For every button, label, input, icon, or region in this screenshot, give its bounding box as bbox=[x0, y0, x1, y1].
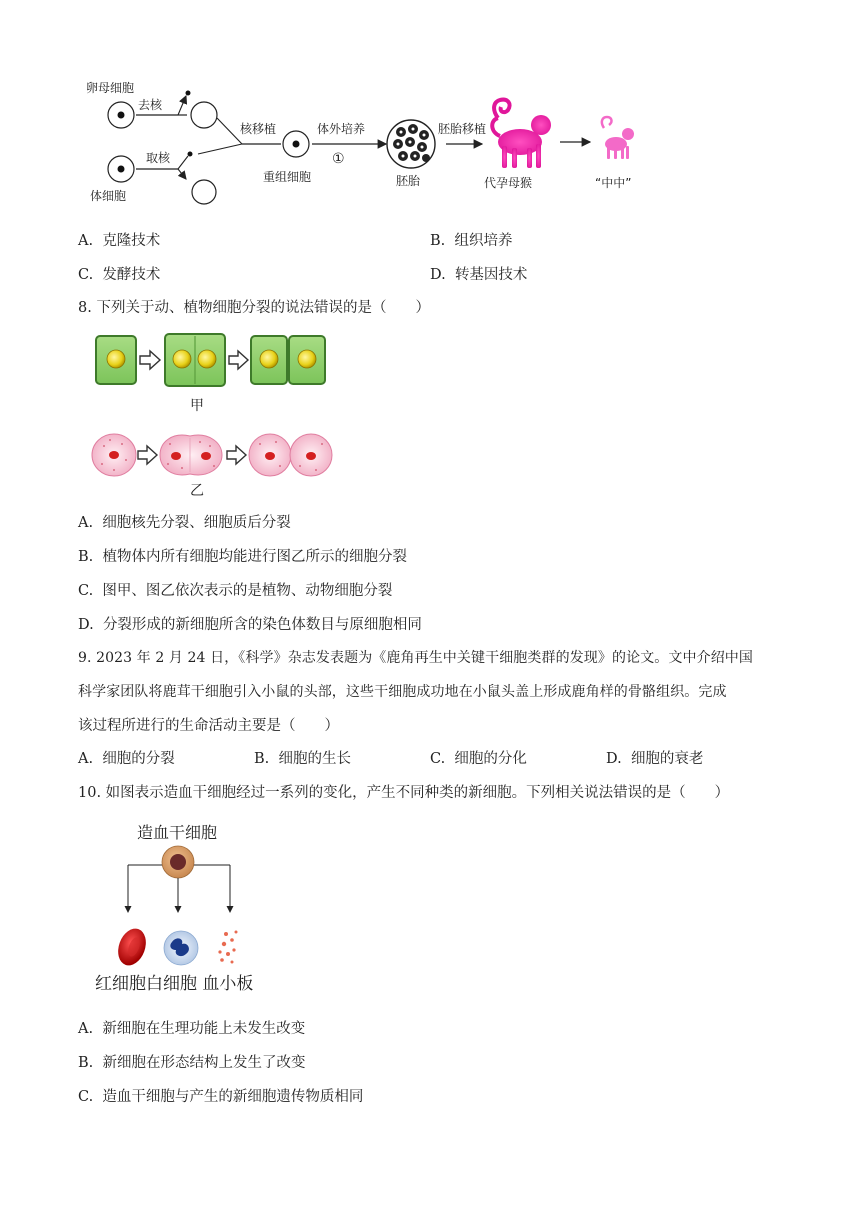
label-take-nucleus: 取核 bbox=[146, 151, 171, 165]
somatic-remnant bbox=[192, 180, 216, 204]
q9-option-d: D. 细胞的衰老 bbox=[606, 751, 704, 767]
label-surrogate: 代孕母猴 bbox=[484, 176, 533, 190]
arrow-icon bbox=[229, 351, 248, 369]
q10-option-a: A. 新细胞在生理功能上未发生改变 bbox=[78, 1021, 306, 1037]
q8-stem: 8. 下列关于动、植物细胞分裂的说法错误的是（ ） bbox=[78, 300, 430, 316]
q8-option-c: C. 图甲、图乙依次表示的是植物、动物细胞分裂 bbox=[78, 583, 393, 599]
label-embryo: 胚胎 bbox=[396, 174, 421, 188]
label-jia: 甲 bbox=[190, 398, 204, 414]
plant-cell-3 bbox=[251, 336, 325, 384]
q10-option-c: C. 造血干细胞与产生的新细胞遗传物质相同 bbox=[78, 1089, 364, 1105]
stem-cell-icon bbox=[162, 846, 194, 878]
q9-option-b: B. 细胞的生长 bbox=[254, 751, 351, 767]
label-culture: 体外培养 bbox=[317, 122, 366, 136]
q9-option-c: C. 细胞的分化 bbox=[430, 751, 527, 767]
label-step: ① bbox=[332, 151, 345, 167]
label-embryo-transfer: 胚胎移植 bbox=[438, 122, 487, 136]
q9-option-a: A. 细胞的分裂 bbox=[78, 751, 175, 767]
plant-cell-2 bbox=[165, 334, 225, 386]
label-yi: 乙 bbox=[190, 483, 204, 499]
enucleated-egg bbox=[191, 102, 217, 128]
q9-stem-line-2: 科学家团队将鹿茸干细胞引入小鼠的头部，这些干细胞成功地在小鼠头盖上形成鹿角样的骨骼组织。完成 bbox=[78, 684, 727, 700]
q8-option-d: D. 分裂形成的新细胞所含的染色体数目与原细胞相同 bbox=[78, 617, 422, 633]
animal-cell-1 bbox=[92, 434, 136, 476]
q10-option-b: B. 新细胞在形态结构上发生了改变 bbox=[78, 1055, 306, 1071]
embryo bbox=[387, 120, 435, 168]
q7-option-b: B. 组织培养 bbox=[430, 233, 513, 249]
label-stem-cell: 造血干细胞 bbox=[137, 823, 218, 842]
arrow-icon bbox=[140, 351, 160, 369]
q10-stem: 10. 如图表示造血干细胞经过一系列的变化，产生不同种类的新细胞。下列相关说法错误的是（ ） bbox=[78, 785, 730, 801]
cloned-monkey-icon bbox=[602, 117, 634, 159]
q9-stem-line-1: 9. 2023 年 2 月 24 日，《科学》杂志发表题为《鹿角再生中关键干细胞类群的发现》的论文。文中介绍中国 bbox=[78, 650, 754, 666]
label-recombined: 重组细胞 bbox=[263, 170, 312, 184]
animal-cell-2 bbox=[160, 435, 222, 475]
platelets-icon bbox=[218, 931, 237, 964]
q7-option-d: D. 转基因技术 bbox=[430, 267, 528, 283]
cloning-diagram bbox=[80, 72, 660, 212]
q8-option-b: B. 植物体内所有细胞均能进行图乙所示的细胞分裂 bbox=[78, 549, 407, 565]
label-products: 红细胞白细胞 血小板 bbox=[95, 974, 254, 994]
plant-cell-1 bbox=[96, 336, 136, 384]
arrow-icon bbox=[227, 446, 246, 464]
surrogate-monkey-icon bbox=[492, 100, 551, 168]
label-remove-nucleus: 去核 bbox=[138, 98, 163, 112]
white-blood-cell-icon bbox=[164, 931, 198, 965]
label-egg: 卵母细胞 bbox=[86, 81, 135, 95]
arrow-icon bbox=[138, 446, 157, 464]
red-blood-cell-icon bbox=[113, 925, 150, 970]
q9-stem-line-3: 该过程所进行的生命活动主要是（ ） bbox=[78, 718, 339, 734]
label-transfer: 核移植 bbox=[240, 122, 277, 136]
q7-option-c: C. 发酵技术 bbox=[78, 267, 161, 283]
hematopoietic-figure bbox=[92, 818, 282, 998]
q8-option-a: A. 细胞核先分裂、细胞质后分裂 bbox=[78, 515, 291, 531]
q7-option-a: A. 克隆技术 bbox=[78, 233, 161, 249]
animal-cell-3 bbox=[249, 434, 332, 476]
label-result: “中中” bbox=[595, 176, 632, 190]
cell-division-figure bbox=[90, 332, 340, 502]
label-somatic: 体细胞 bbox=[90, 189, 127, 203]
